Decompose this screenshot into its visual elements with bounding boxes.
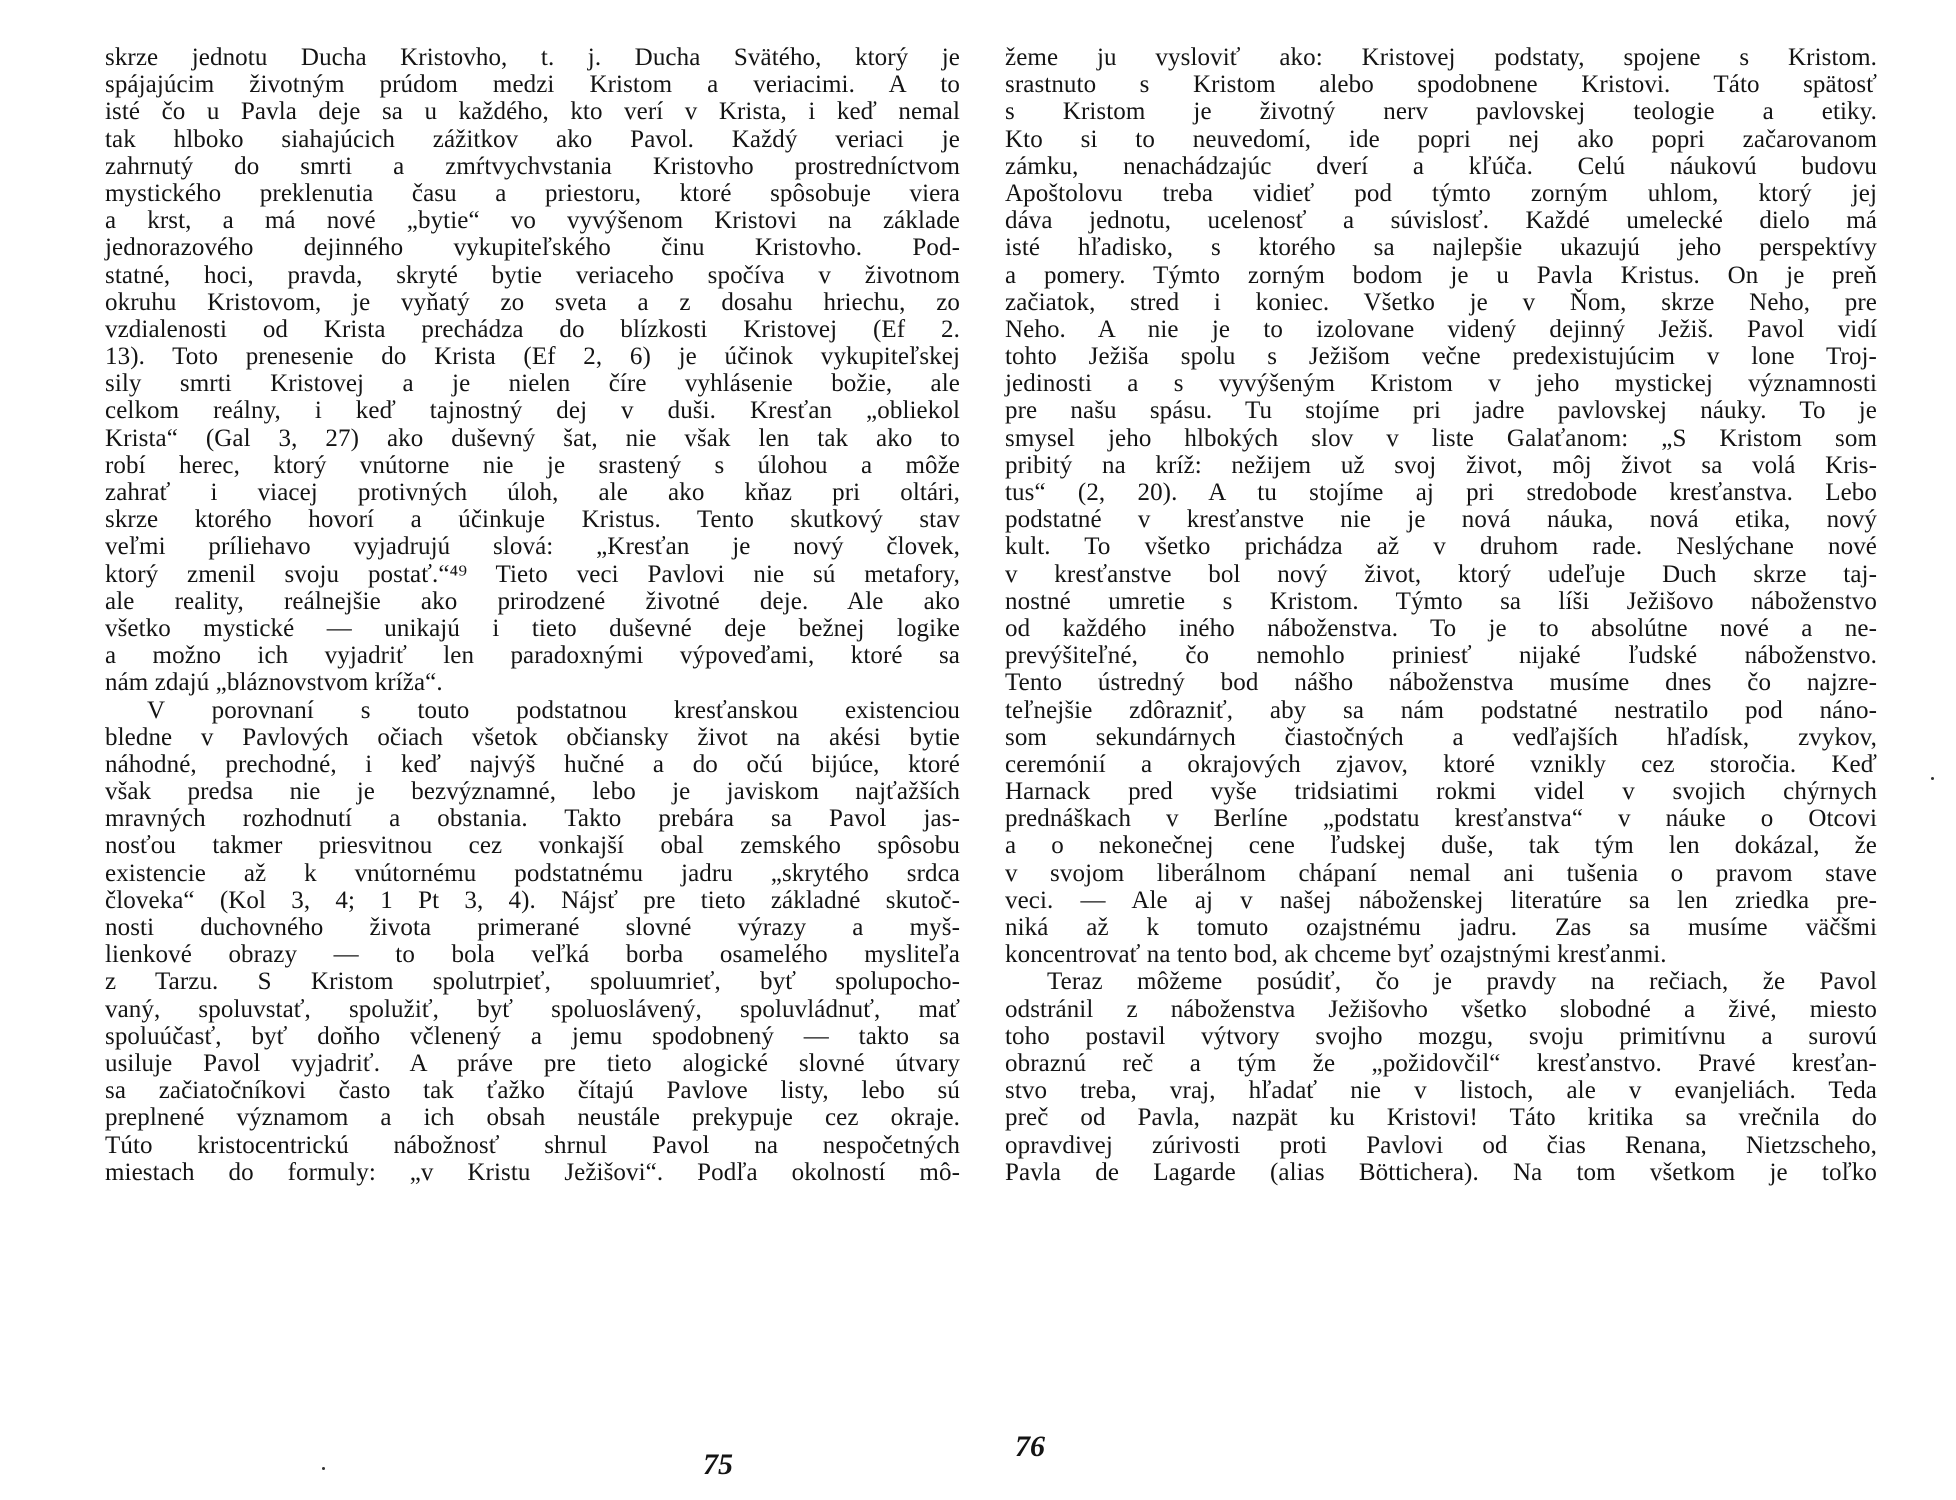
- text-line: vzdialenosti od Krista prechádza do blízkosti Kristovej (Ef 2.: [105, 315, 960, 343]
- text-line: statné, hoci, pravda, skryté bytie veriaceho spočíva v životnom: [105, 261, 960, 289]
- text-line: sily smrti Kristovej a je nielen číre vyhlásenie božie, ale: [105, 370, 960, 398]
- text-line: a o nekonečnej cene ľudskej duše, tak tým len dokázal, že: [1005, 832, 1877, 860]
- text-line: dáva jednotu, ucelenosť a súvislosť. Každé umelecké dielo má: [1005, 207, 1877, 235]
- paragraph-start-line: V porovnaní s touto podstatnou kresťanskou existenciou: [147, 696, 960, 724]
- text-line: prednáškach v Berlíne „podstatu kresťanstva“ v náuke o Otcovi: [1005, 805, 1877, 833]
- text-line: a možno ich vyjadriť len paradoxnými výpoveďami, ktoré sa: [105, 642, 960, 670]
- text-line: začiatok, stred i koniec. Všetko je v Ňom, skrze Neho, pre: [1005, 288, 1877, 316]
- text-line: isté čo u Pavla deje sa u každého, kto verí v Krista, i keď nemal: [105, 98, 960, 126]
- scan-speck: [322, 1467, 325, 1470]
- text-line: spoluúčasť, byť doňho včlenený a jemu spodobnený — takto sa: [105, 1022, 960, 1050]
- text-line: existencie až k vnútornému podstatnému jadru „skrytého srdca: [105, 859, 960, 887]
- text-line: preč od Pavla, nazpät ku Kristovi! Táto kritika sa vrečnila do: [1005, 1104, 1877, 1132]
- text-line: Kto si to neuvedomí, ide popri nej ako popri začarovanom: [1005, 125, 1877, 153]
- text-line: teľnejšie zdôrazniť, aby sa nám podstatné nestratilo pod náno-: [1005, 696, 1877, 724]
- text-line: tak hlboko siahajúcich zážitkov ako Pavol. Každý veriaci je: [105, 125, 960, 153]
- text-line: zahrnutý do smrti a zmŕtvychvstania Kristovho prostredníctvom: [105, 152, 960, 180]
- text-line: tus“ (2, 20). A tu stojíme aj pri stredobode kresťanstva. Lebo: [1005, 479, 1877, 506]
- page-number-left: 75: [703, 1448, 733, 1481]
- text-line: odstránil z náboženstva Ježišovho všetko slobodné a živé, miesto: [1005, 995, 1877, 1023]
- text-line: mravných rozhodnutí a obstania. Takto prebára sa Pavol jas-: [105, 805, 960, 833]
- text-line: a pomery. Týmto zorným bodom je u Pavla Kristus. On je preň: [1005, 261, 1877, 289]
- text-line: a krst, a má nové „bytie“ vo vyvýšenom Kristovi na základe: [105, 207, 960, 235]
- text-line: skrze jednotu Ducha Kristovho, t. j. Ducha Svätého, ktorý je: [105, 44, 960, 71]
- text-line: stvo treba, vraj, hľadať nie v listoch, ale v evanjeliách. Teda: [1005, 1077, 1877, 1105]
- text-line: veľmi príliehavo vyjadrujú slová: „Kresťan je nový človek,: [105, 533, 960, 561]
- text-line: pribitý na kríž: nežijem už svoj život, môj život sa volá Kris-: [1005, 451, 1877, 479]
- text-line: zahrať i viacej protivných úloh, ale ako kňaz pri oltári,: [105, 479, 960, 506]
- text-line: vaný, spoluvstať, spolužiť, byť spoluoslávený, spoluvládnuť, mať: [105, 995, 960, 1023]
- text-line: lienkové obrazy — to bola veľká borba osamelého mysliteľa: [105, 941, 960, 969]
- paragraph-end-line: koncentrovať na tento bod, ak chceme byť ozajstnými kresťanmi.: [1005, 941, 1667, 969]
- text-line: Tento ústredný bod nášho náboženstva musíme dnes čo najzre-: [1005, 669, 1877, 697]
- text-line: mystického preklenutia času a priestoru, ktoré spôsobuje viera: [105, 179, 960, 207]
- text-line: smysel jeho hlbokých slov v liste Galaťanom: „S Kristom som: [1005, 424, 1877, 452]
- text-line: v svojom liberálnom chápaní nemal ani tušenia o pravom stave: [1005, 859, 1877, 887]
- text-line: ktorý zmenil svoju postať.“⁴⁹ Tieto veci Pavlovi nie sú metafory,: [105, 560, 960, 588]
- scan-speck: [1931, 777, 1934, 780]
- text-line: prevýšiteľné, čo nemohlo priniesť nijaké ľudské náboženstvo.: [1005, 642, 1877, 670]
- text-line: od každého iného náboženstva. To je to absolútne nové a ne-: [1005, 614, 1877, 642]
- text-line: veci. — Ale aj v našej náboženskej literatúre sa len zriedka pre-: [1005, 886, 1877, 914]
- text-line: jednorazového dejinného vykupiteľského činu Kristovho. Pod-: [105, 234, 960, 262]
- text-line: usiluje Pavol vyjadriť. A práve pre tieto alogické slovné útvary: [105, 1049, 960, 1077]
- text-line: nostné umretie s Kristom. Týmto sa líši Ježišovo náboženstvo: [1005, 587, 1877, 615]
- text-line: niká až k tomuto ozajstnému jadru. Zas sa musíme väčšmi: [1005, 914, 1877, 941]
- text-line: 13). Toto prenesenie do Krista (Ef 2, 6) je účinok vykupiteľskej: [105, 343, 960, 371]
- text-line: okruhu Kristovom, je vyňatý zo sveta a z dosahu hriechu, zo: [105, 288, 960, 316]
- text-line: Krista“ (Gal 3, 27) ako duševný šat, nie však len tak ako to: [105, 424, 960, 452]
- text-line: podstatné v kresťanstve nie je nová náuka, nová etika, nový: [1005, 506, 1877, 534]
- text-line: nosťou takmer priesvitnou cez vonkajší obal zemského spôsobu: [105, 832, 960, 860]
- text-line: s Kristom je životný nerv pavlovskej teologie a etiky.: [1005, 98, 1877, 126]
- text-line: celkom reálny, i keď tajnostný dej v duši. Kresťan „obliekol: [105, 397, 960, 425]
- text-line: náhodné, prechodné, i keď najvýš hučné a do očú bijúce, ktoré: [105, 750, 960, 778]
- page-number-right: 76: [1015, 1430, 1045, 1463]
- text-line: isté hľadisko, s ktorého sa najlepšie ukazujú jeho perspektívy: [1005, 234, 1877, 262]
- text-line: Pavla de Lagarde (alias Böttichera). Na tom všetkom je toľko: [1005, 1158, 1877, 1186]
- text-line: ale reality, reálnejšie ako prirodzené životné deje. Ale ako: [105, 587, 960, 615]
- text-line: zámku, nenachádzajúc dverí a kľúča. Celú náukovú budovu: [1005, 152, 1877, 180]
- text-line: kult. To všetko prichádza až v druhom rade. Neslýchane nové: [1005, 533, 1877, 561]
- text-line: pre našu spásu. Tu stojíme pri jadre pavlovskej náuky. To je: [1005, 397, 1877, 425]
- text-line: preplnené významom a ich obsah neustále prekypuje cez okraje.: [105, 1104, 960, 1132]
- text-line: srastnuto s Kristom alebo spodobnene Kristovi. Táto spätosť: [1005, 71, 1877, 99]
- text-line: žeme ju vysloviť ako: Kristovej podstaty, spojene s Kristom.: [1005, 44, 1877, 71]
- paragraph-end-line: nám zdajú „bláznovstvom kríža“.: [105, 669, 443, 697]
- text-line: nosti duchovného života primerané slovné výrazy a myš-: [105, 914, 960, 941]
- text-line: tohto Ježiša spolu s Ježišom večne predexistujúcim v lone Troj-: [1005, 343, 1877, 371]
- right-page: [1005, 44, 1877, 1186]
- text-line: Neho. A nie je to izolovane videný dejinný Ježiš. Pavol vidí: [1005, 315, 1877, 343]
- text-line: spájajúcim životným prúdom medzi Kristom a veriacimi. A to: [105, 71, 960, 99]
- text-line: robí herec, ktorý vnútorne nie je srastený s úlohou a môže: [105, 451, 960, 479]
- text-line: v kresťanstve bol nový život, ktorý udeľuje Duch skrze taj-: [1005, 560, 1877, 588]
- text-line: z Tarzu. S Kristom spolutrpieť, spoluumrieť, byť spolupocho-: [105, 968, 960, 996]
- text-line: skrze ktorého hovorí a účinkuje Kristus. Tento skutkový stav: [105, 506, 960, 534]
- text-line: ceremónií a okrajových zjavov, ktoré vznikly cez storočia. Keď: [1005, 750, 1877, 778]
- text-line: Túto kristocentrickú nábožnosť shrnul Pavol na nespočetných: [105, 1131, 960, 1159]
- text-line: opravdivej zúrivosti proti Pavlovi od čias Renana, Nietzscheho,: [1005, 1131, 1877, 1159]
- text-line: toho postavil výtvory svojho mozgu, svoju primitívnu a surovú: [1005, 1022, 1877, 1050]
- text-line: jedinosti a s vyvýšeným Kristom v jeho mystickej významnosti: [1005, 370, 1877, 398]
- text-line: obraznú reč a tým že „požidovčil“ kresťanstvo. Pravé kresťan-: [1005, 1049, 1877, 1077]
- text-line: človeka“ (Kol 3, 4; 1 Pt 3, 4). Nájsť pre tieto základné skutoč-: [105, 886, 960, 914]
- text-line: miestach do formuly: „v Kristu Ježišovi“. Podľa okolností mô-: [105, 1158, 960, 1186]
- text-line: bledne v Pavlových očiach všetok občiansky život na akési bytie: [105, 723, 960, 751]
- text-line: všetko mystické — unikajú i tieto duševné deje bežnej logike: [105, 614, 960, 642]
- left-page: [105, 44, 960, 1186]
- text-line: Apoštolovu treba vidieť pod týmto zorným uhlom, ktorý jej: [1005, 179, 1877, 207]
- text-line: som sekundárnych čiastočných a vedľajších hľadísk, zvykov,: [1005, 723, 1877, 751]
- text-line: Harnack pred vyše tridsiatimi rokmi videl v svojich chýrnych: [1005, 778, 1877, 806]
- text-line: sa začiatočníkovi často tak ťažko čítajú Pavlove listy, lebo sú: [105, 1077, 960, 1105]
- text-line: však predsa nie je bezvýznamné, lebo je javiskom najťažších: [105, 778, 960, 806]
- paragraph-start-line: Teraz môžeme posúdiť, čo je pravdy na rečiach, že Pavol: [1047, 968, 1877, 996]
